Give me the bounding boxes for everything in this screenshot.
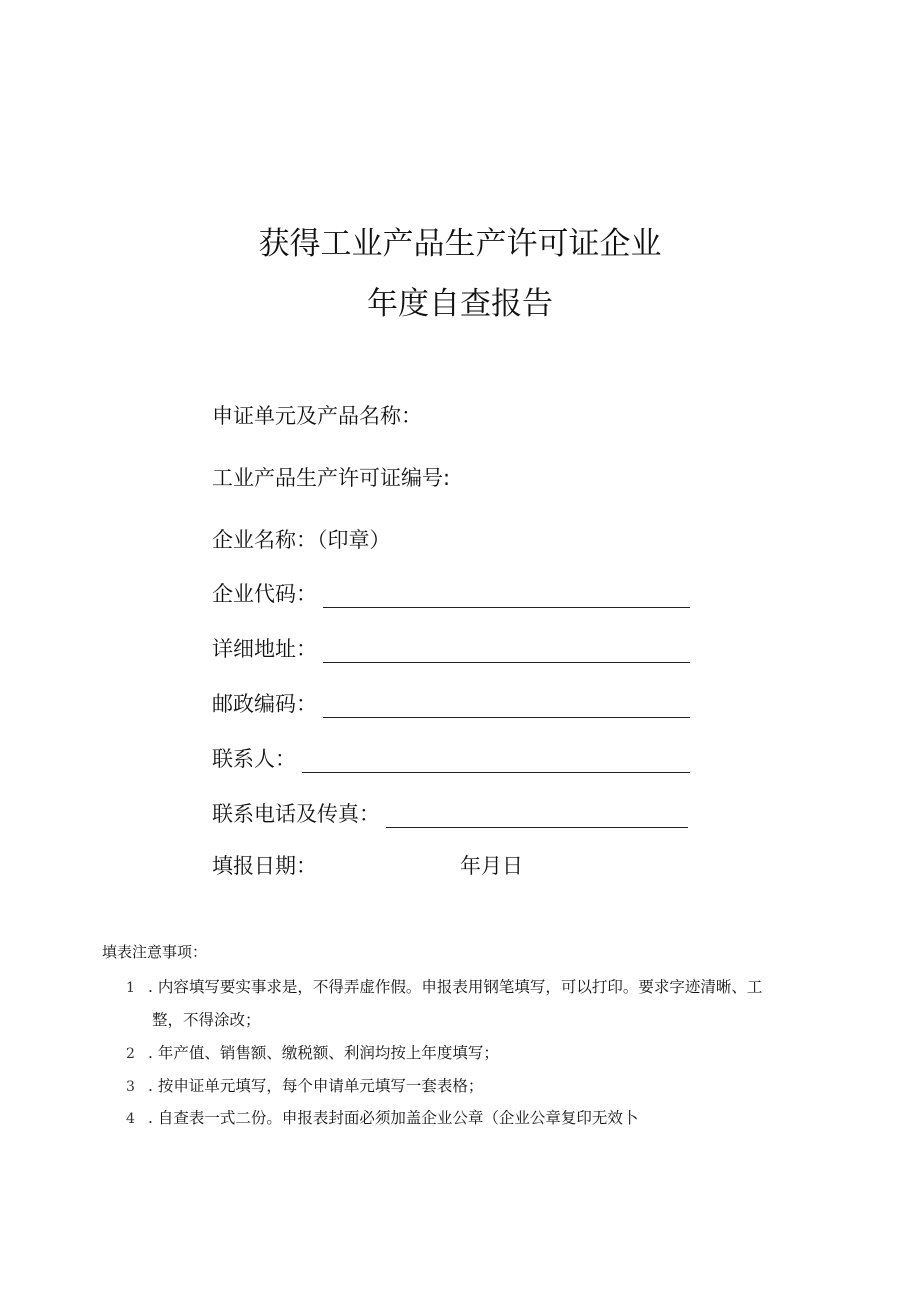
field-contact-label: 联系人： (212, 747, 296, 771)
field-postal-code-label: 邮政编码： (212, 692, 317, 716)
field-postal-code (212, 684, 690, 718)
field-license-no (212, 458, 450, 492)
report-title-line2: 年度自查报告 (367, 286, 553, 322)
field-address (212, 629, 690, 663)
field-unit-product (212, 396, 422, 430)
field-company-code (212, 574, 690, 608)
note-text: . 按申证单元填写，每个申请单元填写一套表格； (148, 1077, 484, 1095)
note-number: 4 (126, 1111, 135, 1127)
field-contact (212, 739, 690, 773)
field-phone-fax (212, 794, 688, 828)
note-continuation: 整，不得涂改； (152, 1011, 261, 1029)
field-license-no-label: 工业产品生产许可证编号: (212, 466, 451, 490)
phone-fax-blank[interactable] (386, 801, 688, 828)
field-company-name-label: 企业名称：（印章） (212, 528, 391, 552)
note-text: . 内容填写要实事求是，不得弄虚作假。申报表用钢笔填写，可以打印。要求字迹清晰、工 (148, 978, 763, 996)
note-text: . 自查表一式二份。申报表封面必须加盖企业公章（企业公章复印无效卜 (148, 1109, 639, 1127)
note-item (126, 1041, 499, 1063)
report-title-line1: 获得工业产品生产许可证企业 (258, 226, 662, 262)
notes-title: 填表注意事项： (102, 943, 208, 961)
note-item (126, 1074, 483, 1096)
note-number: 3 (126, 1079, 135, 1095)
note-item (126, 1106, 638, 1128)
contact-blank[interactable] (302, 746, 690, 773)
note-number: 2 (126, 1046, 135, 1062)
field-company-code-label: 企业代码： (212, 582, 317, 606)
note-item (126, 975, 762, 997)
field-unit-product-label: 申证单元及产品名称： (212, 404, 422, 428)
note-text: . 年产值、销售额、缴税额、利润均按上年度填写； (148, 1044, 499, 1062)
postal-code-blank[interactable] (323, 691, 690, 718)
field-fill-date-label: 填报日期： (212, 854, 317, 878)
field-company-name (212, 520, 391, 554)
field-phone-fax-label: 联系电话及传真： (212, 802, 380, 826)
fill-date-suffix: 年月日 (460, 854, 523, 878)
field-address-label: 详细地址： (212, 637, 317, 661)
company-code-blank[interactable] (323, 581, 690, 608)
note-number: 1 (126, 980, 135, 996)
address-blank[interactable] (323, 636, 690, 663)
field-fill-date (212, 846, 317, 880)
